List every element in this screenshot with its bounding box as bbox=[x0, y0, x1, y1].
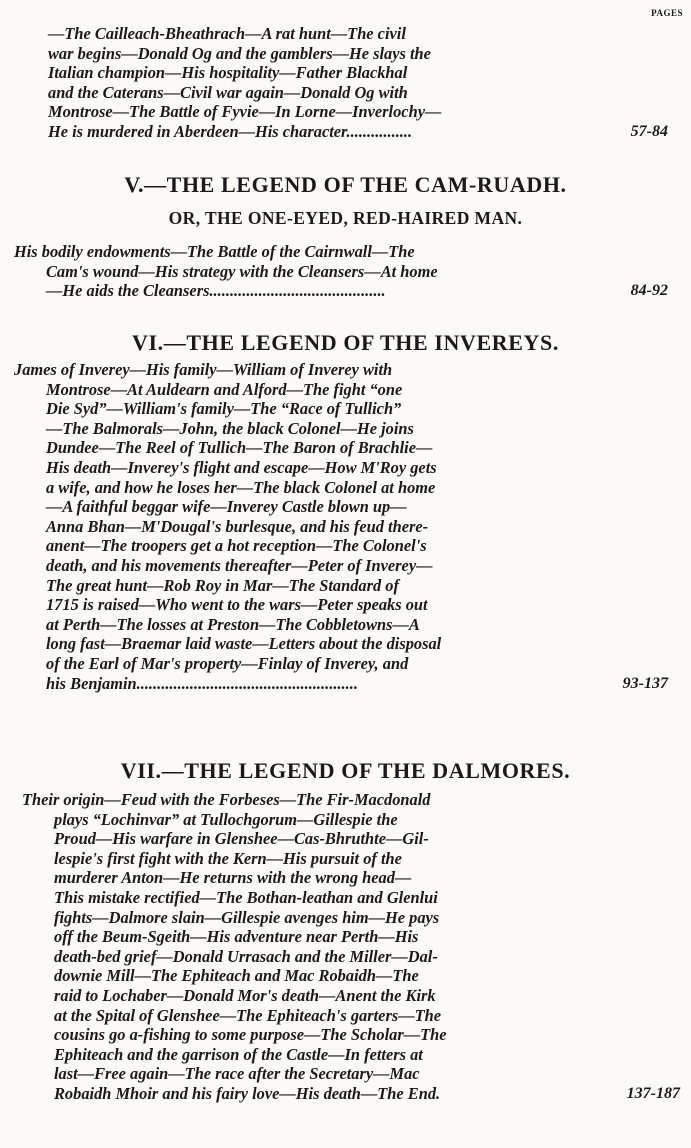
entry-line: his Benjamin...................................................... bbox=[46, 673, 358, 693]
entry-line: of the Earl of Mar's property—Finlay of Inverey, and bbox=[46, 653, 409, 673]
entry-line: He is murdered in Aberdeen—His character................ bbox=[48, 121, 413, 141]
entry-line: Anna Bhan—M'Dougal's burlesque, and his feud there- bbox=[46, 516, 429, 536]
page-range: 84-92 bbox=[630, 282, 668, 300]
entry-line: Montrose—The Battle of Fyvie—In Lorne—Inverlochy— bbox=[48, 102, 442, 122]
entry-line: anent—The troopers get a hot reception—The Colonel's bbox=[46, 536, 427, 556]
toc-entry-cam-ruadh bbox=[14, 242, 668, 301]
entry-line: —A faithful beggar wife—Inverey Castle blown up— bbox=[46, 497, 407, 517]
entry-line: raid to Lochaber—Donald Mor's death—Anent the Kirk bbox=[54, 985, 436, 1005]
entry-line: last—Free again—The race after the Secretary—Mac bbox=[54, 1064, 420, 1084]
entry-line: His bodily endowments—The Battle of the Cairnwall—The bbox=[14, 242, 415, 261]
entry-line: James of Inverey—His family—William of Inverey with bbox=[14, 360, 393, 379]
section-heading-dalmores: VII.—THE LEGEND OF THE DALMORES. bbox=[120, 758, 571, 783]
section-heading-cam-ruadh: V.—THE LEGEND OF THE CAM-RUADH. bbox=[124, 172, 567, 197]
entry-line: Robaidh Mhoir and his fairy love—His death—The End. bbox=[54, 1083, 441, 1103]
entry-line: Dundee—The Reel of Tullich—The Baron of Brachlie— bbox=[46, 438, 433, 458]
pages-column-label: PAGES bbox=[651, 8, 683, 18]
entry-line: Cam's wound—His strategy with the Cleansers—At home bbox=[46, 261, 438, 281]
entry-line: lespie's first fight with the Kern—His pursuit of the bbox=[54, 848, 402, 868]
entry-line: fights—Dalmore slain—Gillespie avenges him—He pays bbox=[54, 907, 440, 927]
entry-line: at Perth—The losses at Preston—The Cobbletowns—A bbox=[46, 614, 420, 634]
page-range: 137-187 bbox=[626, 1084, 680, 1102]
entry-line: cousins go a-fishing to some purpose—The Scholar—The bbox=[54, 1025, 447, 1045]
toc-entry-section-iv-continued bbox=[14, 24, 668, 142]
entry-line: a wife, and how he loses her—The black Colonel at home bbox=[46, 477, 436, 497]
entry-line: off the Beum-Sgeith—His adventure near Perth—His bbox=[54, 927, 419, 947]
entry-line: Ephiteach and the garrison of the Castle—In fetters at bbox=[54, 1044, 423, 1064]
entry-line: —The Cailleach-Bheathrach—A rat hunt—The civil bbox=[48, 24, 406, 43]
entry-line: His death—Inverey's flight and escape—How M'Roy gets bbox=[46, 457, 437, 477]
entry-line: The great hunt—Rob Roy in Mar—The Standard of bbox=[46, 575, 399, 595]
entry-line: Their origin—Feud with the Forbeses—The Fir-Macdonald bbox=[22, 790, 431, 809]
entry-line: Montrose—At Auldearn and Alford—The fight “one bbox=[46, 379, 403, 399]
entry-line: Italian champion—His hospitality—Father Blackhal bbox=[48, 63, 408, 83]
entry-line: Die Syd”—William's family—The “Race of Tullich” bbox=[46, 399, 402, 419]
entry-line: Proud—His warfare in Glenshee—Cas-Bhruthte—Gil- bbox=[54, 829, 429, 849]
entry-line: death-bed grief—Donald Urrasach and the Miller—Dal- bbox=[54, 946, 438, 966]
page-range: 57-84 bbox=[630, 122, 668, 140]
entry-line: war begins—Donald Og and the gamblers—He slays the bbox=[48, 43, 431, 63]
entry-line: and the Caterans—Civil war again—Donald Og with bbox=[48, 82, 408, 102]
entry-line: death, and his movements thereafter—Peter of Inverey— bbox=[46, 555, 433, 575]
section-heading-invereys: VI.—THE LEGEND OF THE INVEREYS. bbox=[132, 330, 559, 355]
entry-line: 1715 is raised—Who went to the wars—Peter speaks out bbox=[46, 595, 428, 615]
entry-line: —The Balmorals—John, the black Colonel—He joins bbox=[46, 418, 414, 438]
entry-line: long fast—Braemar laid waste—Letters about the disposal bbox=[46, 634, 442, 654]
entry-line: at the Spital of Glenshee—The Ephiteach's garters—The bbox=[54, 1005, 442, 1025]
section-subheading-cam-ruadh: OR, THE ONE-EYED, RED-HAIRED MAN. bbox=[168, 208, 523, 228]
entry-line: murderer Anton—He returns with the wrong head— bbox=[54, 868, 412, 888]
entry-line: downie Mill—The Ephiteach and Mac Robaidh—The bbox=[54, 966, 419, 986]
entry-line: —He aids the Cleansers........................................... bbox=[46, 281, 386, 301]
entry-line: plays “Lochinvar” at Tullochgorum—Gillespie the bbox=[54, 809, 398, 829]
page-range: 93-137 bbox=[622, 674, 668, 692]
toc-entry-dalmores bbox=[22, 790, 680, 1104]
entry-line: This mistake rectified—The Bothan-leathan and Glenlui bbox=[54, 887, 438, 907]
toc-entry-invereys bbox=[14, 360, 668, 693]
